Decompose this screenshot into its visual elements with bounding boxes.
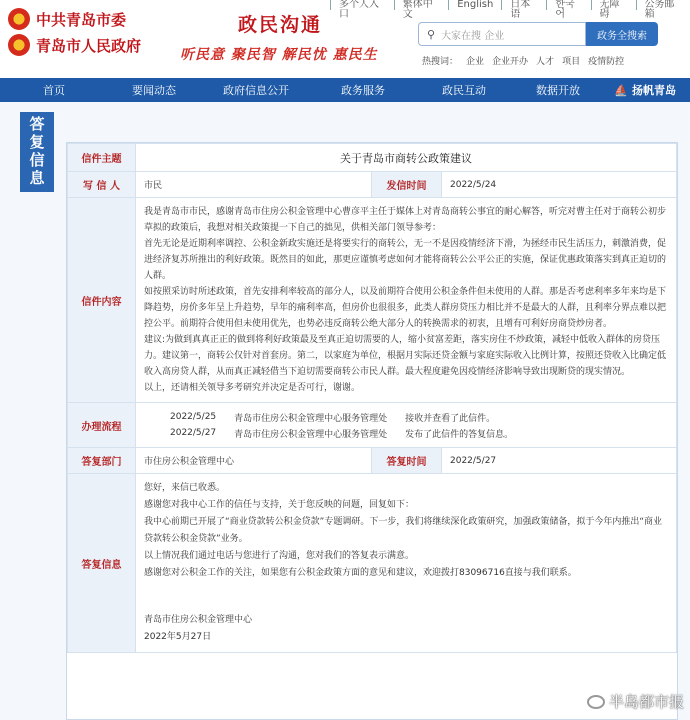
nav-item-home[interactable]: 首页 xyxy=(43,84,65,97)
party-committee-name: 中共青岛市委 xyxy=(36,10,127,29)
top-link[interactable]: 한국어 xyxy=(546,0,590,10)
letter-subject: 关于青岛市商转公政策建议 xyxy=(136,144,677,172)
search-button[interactable]: 政务全搜索 xyxy=(586,22,658,46)
hotword-link[interactable]: 人才 xyxy=(536,57,555,67)
hotword-link[interactable]: 疫情防控 xyxy=(588,57,625,67)
letter-paragraph: 如按照采访时所述政策，首先安排利率较高的部分人，以及前期符合使用公积金条件但未使用的人群。那是否考虑利率多年来均是下降趋势，房价多年呈上升趋势，早年的痛利率高，但房价也很很多，此类人群房贷压力相比并不是最大的人群，且利率分界点难以把控公平。前期符合使用但未使用优先，也势必违反商转公绝大部分人的转换需求的初衷，且增有可利好房商贷炒房者。 xyxy=(144,287,667,329)
watermark-text: 半岛都市报 xyxy=(608,693,684,711)
reply-paragraph: 以上情况我们通过电话与您进行了沟通，您对我们的答复表示满意。 xyxy=(144,551,415,561)
hotwords-label: 热搜词： xyxy=(422,57,459,67)
sail-icon: ⛵ xyxy=(614,83,628,97)
search-icon: ⚲ xyxy=(427,27,436,41)
step-unit: 青岛市住房公积金管理中心服务管理处 xyxy=(234,413,388,424)
reply-paragraph: 感谢您对公积金工作的关注，如果您有公积金政策方面的意见和建议，欢迎拨打83096716直接与我们联系。 xyxy=(144,568,577,578)
search-input[interactable] xyxy=(418,22,586,46)
letter-content xyxy=(136,198,677,403)
letter-paragraph: 建议:为做到真真正正的做到将利好政策最及至真正迫切需要的人，缩小贫富差距，落实房住不炒政策，减轻中低收入群体的房贷压力。建议第一，商转公仅针对首套房。第二，以家庭为单位，根据月实际还贷金额与家庭实际收入比例计算，按照还贷收入比确定低收入高房贷人群，从而真正减轻借当下迫切需要商转公市民人群。最大程度避免因疫情经济影响导致出现断贷的现实情况。 xyxy=(144,335,667,377)
top-link[interactable]: 繁体中文 xyxy=(394,0,448,10)
writer-value: 市民 xyxy=(136,172,372,198)
process-steps xyxy=(136,403,677,448)
letter-detail xyxy=(66,142,678,720)
brand-label: 扬帆青岛 xyxy=(632,84,676,97)
reply-time-value: 2022/5/27 xyxy=(442,448,677,474)
hotword-link[interactable]: 项目 xyxy=(562,57,581,67)
top-links-bar xyxy=(330,0,690,20)
top-link[interactable]: 无障碍 xyxy=(591,0,636,10)
site-header xyxy=(0,0,690,78)
nav-item-disclosure[interactable]: 政府信息公开 xyxy=(223,84,289,97)
nav-item-open-data[interactable]: 数据开放 xyxy=(536,84,580,97)
side-title: 答复信息 xyxy=(20,112,54,192)
reply-paragraph: 您好，来信已收悉。 xyxy=(144,483,226,493)
send-time-value: 2022/5/24 xyxy=(442,172,677,198)
hotword-link[interactable]: 企业开办 xyxy=(492,57,529,67)
party-committee-logo[interactable] xyxy=(8,8,126,30)
banner-slogan: 听民意 聚民智 解民忧 惠民生 xyxy=(180,47,378,63)
banner-title: 政民沟通 xyxy=(238,14,323,36)
reply-paragraph: 我中心前期已开展了“商业贷款转公积金贷款”专题调研。下一步，我们将继续深化政策研究，加强政策储备，拟于今年内推出“商业贷款转公积金贷款”业务。 xyxy=(144,517,662,544)
top-link[interactable]: 多个人入口 xyxy=(330,0,394,10)
reply-content xyxy=(136,474,677,653)
party-emblem-icon xyxy=(8,8,30,30)
reply-paragraph: 感谢您对我中心工作的信任与支持，关于您反映的问题，回复如下： xyxy=(144,500,415,510)
letter-paragraph: 我是青岛市市民，感谢青岛市住房公积金管理中心曹彦平主任于媒体上对青岛商转公事宜的耐心解答，听完对曹主任对于商转公初步草拟的政策后，我想对相关政策提一下自己的拙见，供相关部门领导参考： xyxy=(144,207,667,233)
main-nav xyxy=(0,78,690,102)
send-time-label: 发信时间 xyxy=(372,172,442,198)
process-step xyxy=(144,425,668,441)
step-date: 2022/5/25 xyxy=(170,412,217,422)
subject-label: 信件主题 xyxy=(68,144,136,172)
top-link[interactable]: 公务邮箱 xyxy=(636,0,690,10)
letter-table xyxy=(67,143,677,653)
step-action: 接收并查看了此信件。 xyxy=(405,413,496,424)
national-emblem-icon xyxy=(8,34,30,56)
process-step xyxy=(144,409,668,425)
writer-label: 写 信 人 xyxy=(68,172,136,198)
brand-link[interactable] xyxy=(614,82,676,98)
top-link[interactable]: 日本语 xyxy=(501,0,546,10)
nav-item-news[interactable]: 要闻动态 xyxy=(132,84,176,97)
hotword-link[interactable]: 企业 xyxy=(466,57,485,67)
city-government-logo[interactable] xyxy=(8,34,141,56)
reply-sign-unit: 青岛市住房公积金管理中心 xyxy=(144,615,253,625)
reply-info-label: 答复信息 xyxy=(68,474,136,653)
reply-dept-label: 答复部门 xyxy=(68,448,136,474)
watermark xyxy=(587,691,684,712)
top-link[interactable]: English xyxy=(448,0,501,10)
letter-paragraph: 以上，还请相关领导多考研究并决定是否可行，谢谢。 xyxy=(144,383,361,393)
weibo-icon xyxy=(587,695,605,709)
step-action: 发布了此信件的答复信息。 xyxy=(405,429,514,440)
step-unit: 青岛市住房公积金管理中心服务管理处 xyxy=(234,429,388,440)
letter-paragraph: 首先无论是近期利率调控、公积金新政实施还是将要实行的商转公，无一不是因疫情经济下滑，为拯经市民生活压力，刺激消费，促进经济复苏所推出的利好政策。既然目的如此，那更应谨慎考虑如何才能将商转公公平公正的实施，保证优惠政策落实到真正迫切的人群。 xyxy=(144,239,667,281)
reply-dept-value: 市住房公积金管理中心 xyxy=(136,448,372,474)
content-label: 信件内容 xyxy=(68,198,136,403)
hot-search-words xyxy=(422,54,624,67)
city-government-name: 青岛市人民政府 xyxy=(36,36,142,55)
search-placeholder: 大家在搜 企业 xyxy=(441,30,505,42)
reply-time-label: 答复时间 xyxy=(372,448,442,474)
nav-item-interaction[interactable]: 政民互动 xyxy=(442,84,486,97)
process-label: 办理流程 xyxy=(68,403,136,448)
step-date: 2022/5/27 xyxy=(170,428,217,438)
reply-sign-date: 2022年5月27日 xyxy=(144,632,212,642)
nav-item-services[interactable]: 政务服务 xyxy=(341,84,385,97)
